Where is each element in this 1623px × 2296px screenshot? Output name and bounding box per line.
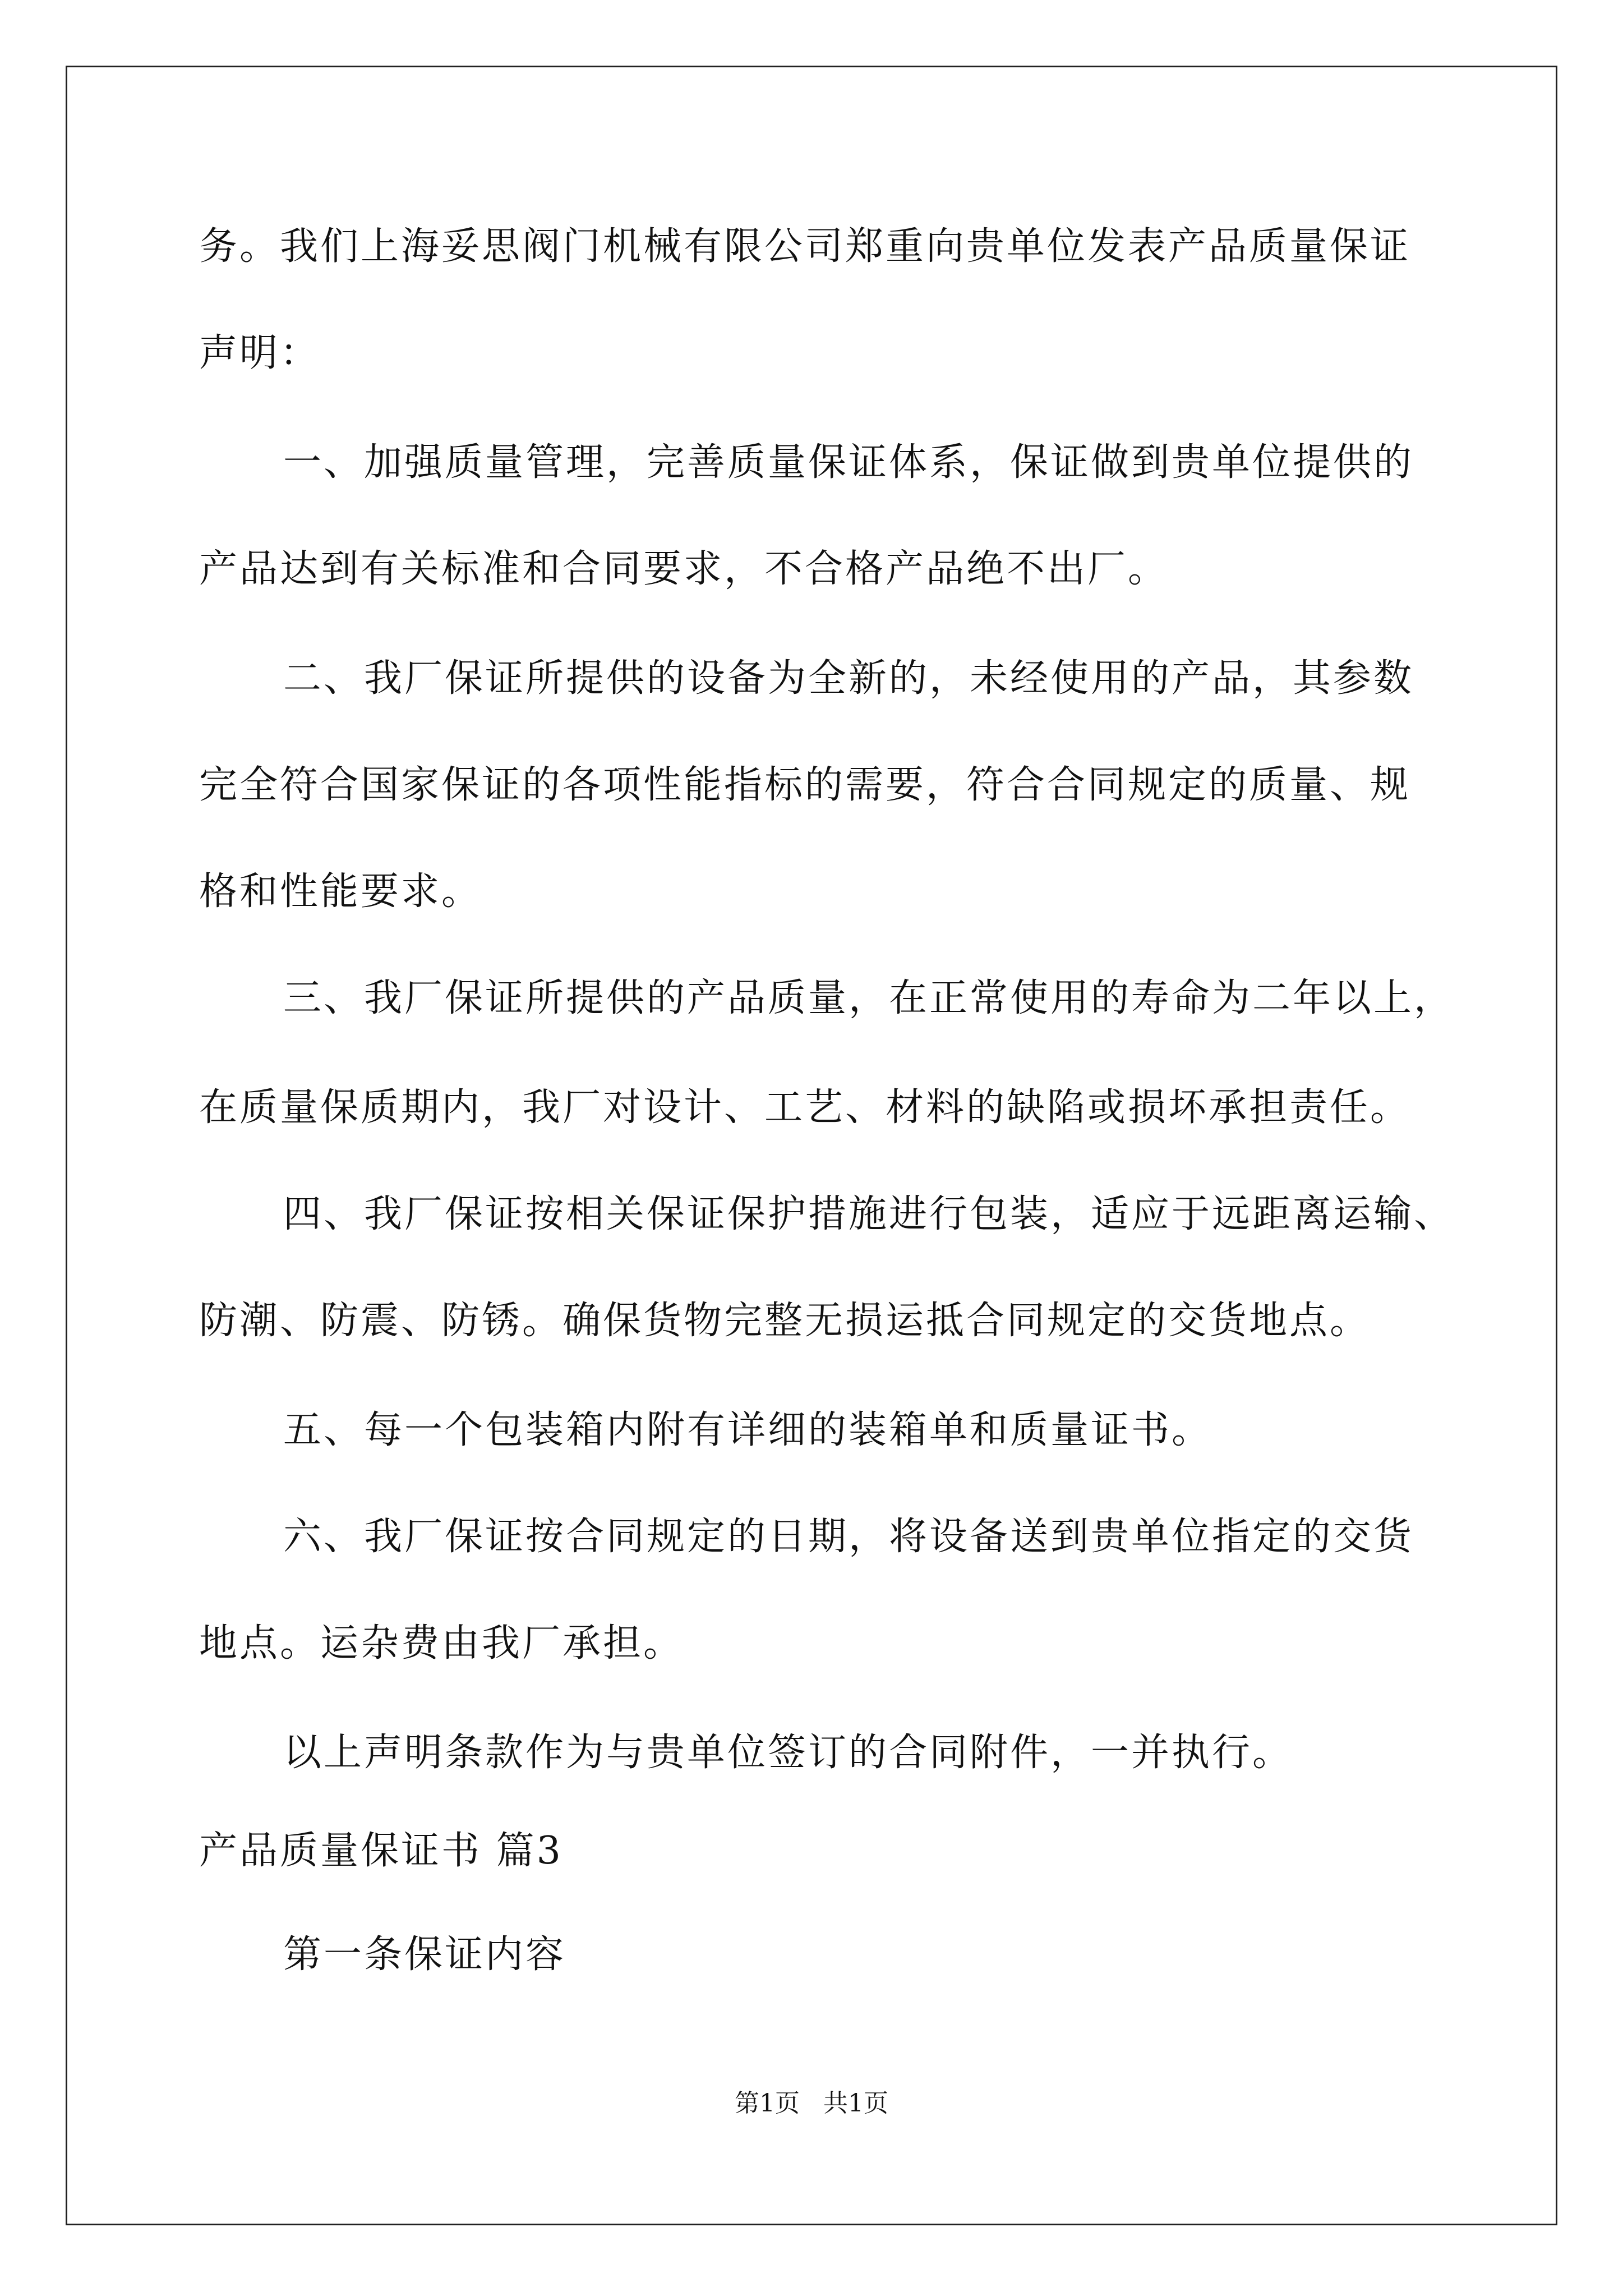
text-line-11: 防潮、防震、防锈。确保货物完整无损运抵合同规定的交货地点。 — [199, 1299, 1371, 1343]
text-line-2: 声明： — [199, 331, 321, 375]
text-line-7: 格和性能要求。 — [199, 869, 482, 914]
text-line-12: 五、每一个包装箱内附有详细的装箱单和质量证书。 — [283, 1408, 1212, 1452]
text-line-1: 务。我们上海妥思阀门机械有限公司郑重向贵单位发表产品质量保证 — [199, 224, 1411, 269]
text-line-14: 地点。运杂费由我厂承担。 — [199, 1621, 684, 1665]
text-line-5: 二、我厂保证所提供的设备为全新的，未经使用的产品，其参数 — [283, 656, 1414, 701]
text-line-17: 第一条保证内容 — [283, 1932, 566, 1977]
page-footer: 第1页 共1页 — [735, 2089, 888, 2118]
section-heading: 产品质量保证书 篇3 — [199, 1829, 563, 1873]
text-line-13: 六、我厂保证按合同规定的日期，将设备送到贵单位指定的交货 — [283, 1515, 1414, 1559]
text-line-4: 产品达到有关标准和合同要求，不合格产品绝不出厂。 — [199, 547, 1169, 591]
text-line-10: 四、我厂保证按相关保证保护措施进行包装，适应于远距离运输、 — [283, 1192, 1455, 1236]
page-border — [66, 66, 1557, 2225]
text-line-6: 完全符合国家保证的各项性能指标的需要，符合合同规定的质量、规 — [199, 763, 1411, 807]
text-line-9: 在质量保质期内，我厂对设计、工艺、材料的缺陷或损坏承担责任。 — [199, 1085, 1411, 1130]
text-line-15: 以上声明条款作为与贵单位签订的合同附件，一并执行。 — [283, 1731, 1293, 1775]
text-line-8: 三、我厂保证所提供的产品质量，在正常使用的寿命为二年以上， — [283, 976, 1455, 1020]
text-line-3: 一、加强质量管理，完善质量保证体系，保证做到贵单位提供的 — [283, 440, 1414, 485]
